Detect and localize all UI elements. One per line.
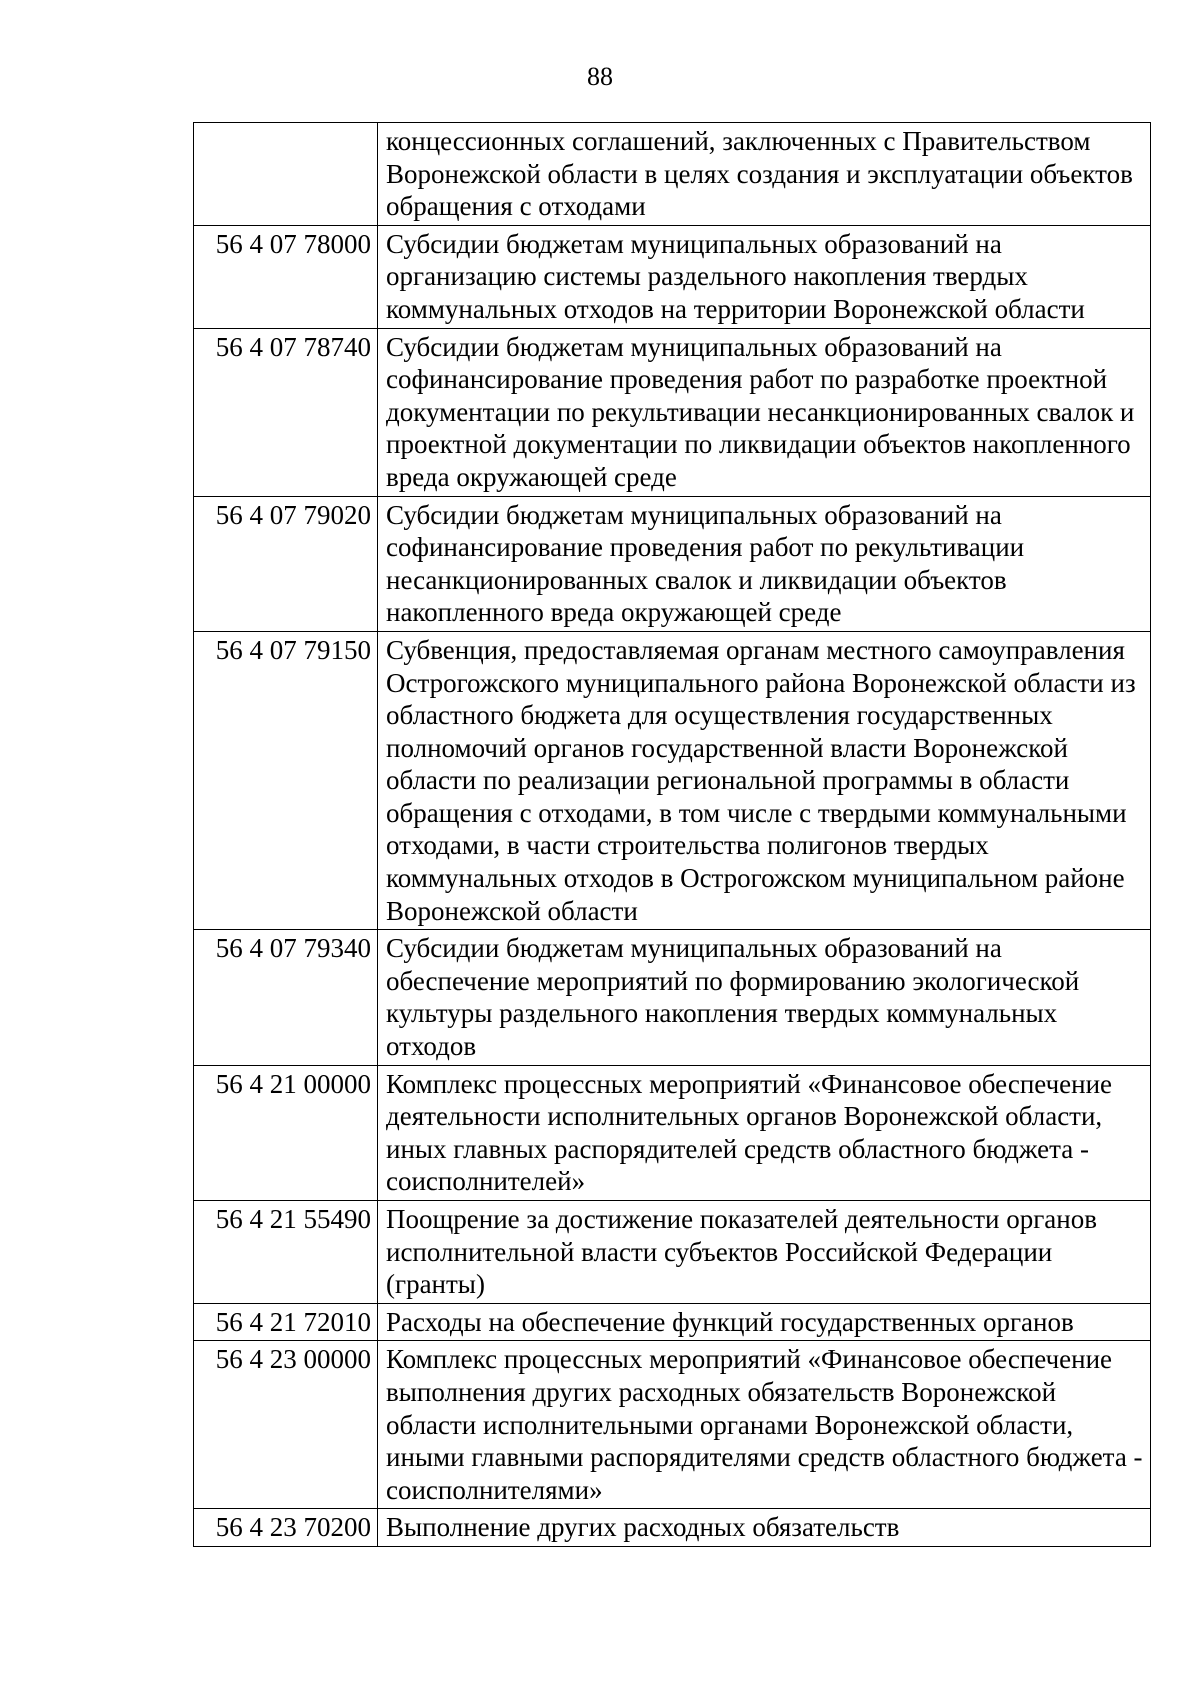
code-cell: 56 4 21 72010 bbox=[194, 1303, 378, 1341]
table-row bbox=[194, 1065, 1151, 1200]
table-row bbox=[194, 1341, 1151, 1509]
table-row bbox=[194, 930, 1151, 1065]
table-row bbox=[194, 496, 1151, 631]
description-cell: Субсидии бюджетам муниципальных образований на организацию системы раздельного накопления твердых коммунальных отходов на территории Воронежской области bbox=[378, 225, 1151, 328]
description-cell: Поощрение за достижение показателей деятельности органов исполнительной власти субъектов Российской Федерации (гранты) bbox=[378, 1201, 1151, 1304]
description-cell: Субсидии бюджетам муниципальных образований на обеспечение мероприятий по формированию экологической культуры раздельного накопления твердых коммунальных отходов bbox=[378, 930, 1151, 1065]
description-cell: Субсидии бюджетам муниципальных образований на софинансирование проведения работ по рекультивации несанкционированных свалок и ликвидации объектов накопленного вреда окружающей среде bbox=[378, 496, 1151, 631]
table-row bbox=[194, 1201, 1151, 1304]
table-row bbox=[194, 328, 1151, 496]
code-cell: 56 4 23 00000 bbox=[194, 1341, 378, 1509]
code-cell bbox=[194, 123, 378, 226]
table-row bbox=[194, 631, 1151, 929]
description-cell: концессионных соглашений, заключенных с Правительством Воронежской области в целях создания и эксплуатации объектов обращения с отходами bbox=[378, 123, 1151, 226]
table-row bbox=[194, 123, 1151, 226]
code-cell: 56 4 21 55490 bbox=[194, 1201, 378, 1304]
description-cell: Комплекс процессных мероприятий «Финансовое обеспечение деятельности исполнительных органов Воронежской области, иных главных распорядителей средств областного бюджета - соисполнителей» bbox=[378, 1065, 1151, 1200]
page-number: 88 bbox=[587, 62, 613, 91]
code-cell: 56 4 23 70200 bbox=[194, 1509, 378, 1547]
table-row bbox=[194, 1303, 1151, 1341]
code-cell: 56 4 07 79150 bbox=[194, 631, 378, 929]
description-cell: Субвенция, предоставляемая органам местного самоуправления Острогожского муниципального района Воронежской области из областного бюджета для осуществления государственных полномочий органов государственной власти Воронежской области по реализации региональной программы в области обращения с отходами, в том числе с твердыми коммунальными отходами, в части строительства полигонов твердых коммунальных отходов в Острогожском муниципальном районе Воронежской области bbox=[378, 631, 1151, 929]
table-row bbox=[194, 1509, 1151, 1547]
description-cell: Выполнение других расходных обязательств bbox=[378, 1509, 1151, 1547]
code-cell: 56 4 07 78000 bbox=[194, 225, 378, 328]
description-cell: Субсидии бюджетам муниципальных образований на софинансирование проведения работ по разработке проектной документации по рекультивации несанкционированных свалок и проектной документации по ликвидации объектов накопленного вреда окружающей среде bbox=[378, 328, 1151, 496]
code-cell: 56 4 07 79020 bbox=[194, 496, 378, 631]
code-cell: 56 4 07 78740 bbox=[194, 328, 378, 496]
code-cell: 56 4 07 79340 bbox=[194, 930, 378, 1065]
description-cell: Расходы на обеспечение функций государственных органов bbox=[378, 1303, 1151, 1341]
code-cell: 56 4 21 00000 bbox=[194, 1065, 378, 1200]
description-cell: Комплекс процессных мероприятий «Финансовое обеспечение выполнения других расходных обязательств Воронежской области исполнительными органами Воронежской области, иными главными распорядителями средств областного бюджета - соисполнителями» bbox=[378, 1341, 1151, 1509]
budget-classification-table bbox=[193, 122, 1151, 1547]
table-row bbox=[194, 225, 1151, 328]
